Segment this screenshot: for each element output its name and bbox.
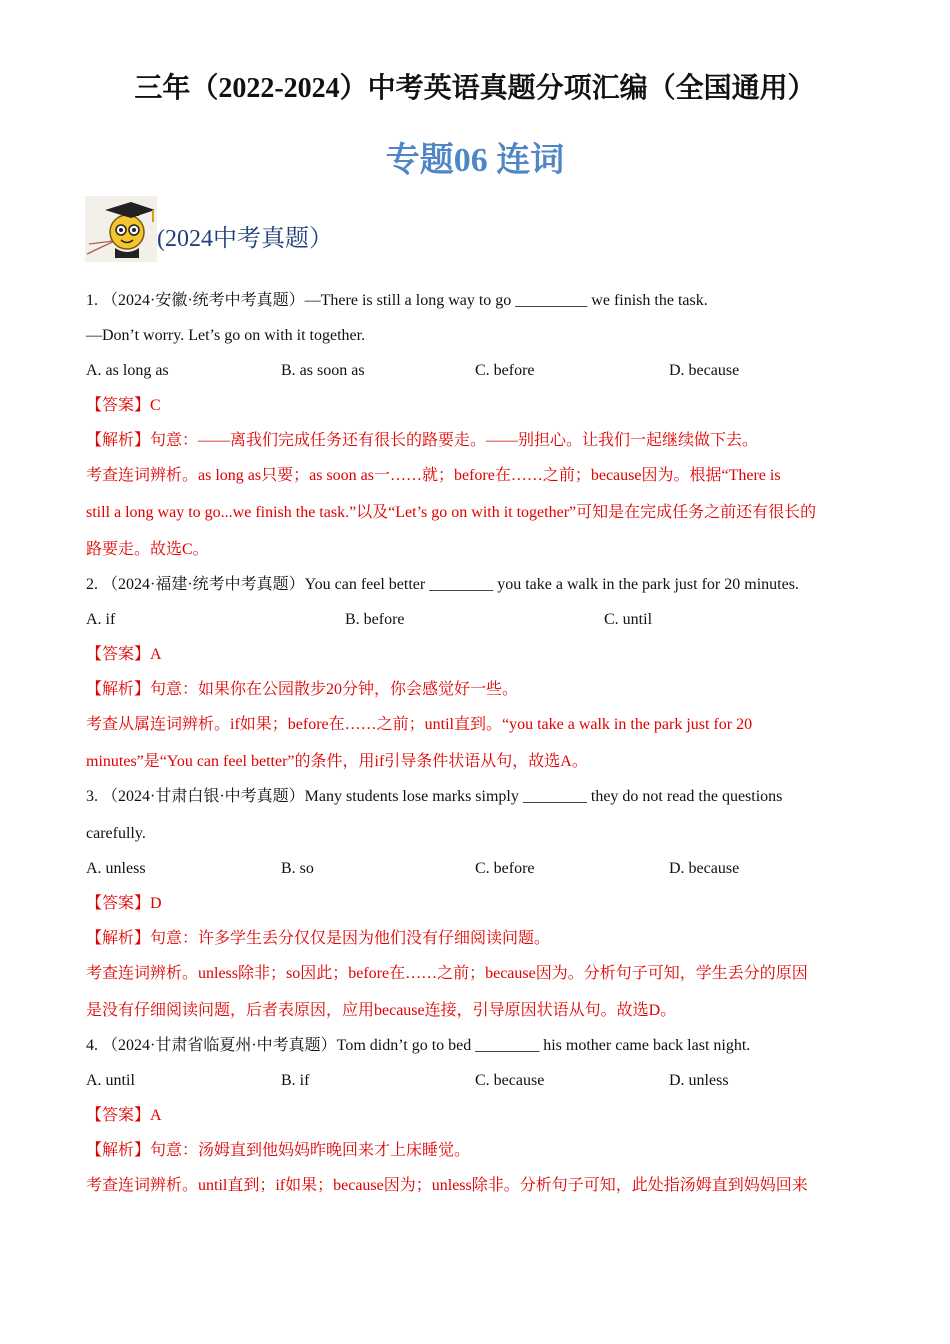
analysis-line: 考查从属连词辨析。if如果；before在……之前；until直到。“you take a walk in the park just for 20 (86, 716, 753, 733)
answer: 【答案】C (86, 397, 161, 414)
topic-title: 专题06 连词 (385, 142, 565, 179)
analysis-line: 路要走。故选C。 (86, 541, 209, 558)
analysis-line: 考查连词辨析。as long as只要；as soon as一……就；before在……之前；because因为。根据“There is (86, 467, 781, 484)
question-stem: —Don’t worry. Let’s go on with it together. (86, 327, 366, 344)
question-stem: 1. （2024·安徽·统考中考真题）—There is still a long way to go _________ we finish the task. (86, 292, 708, 309)
answer: 【答案】D (86, 895, 162, 912)
graduate-mascot-icon (85, 196, 157, 262)
analysis-line: 是没有仔细阅读问题，后者表原因，应用because连接，引导原因状语从句。故选D。 (86, 1002, 677, 1019)
option: B. as soon as (281, 362, 365, 379)
option: C. until (604, 611, 653, 628)
main-title: 三年（2022-2024）中考英语真题分项汇编（全国通用） (134, 73, 816, 104)
answer: 【答案】A (86, 1107, 162, 1124)
analysis-line: 考查连词辨析。unless除非；so因此；before在……之前；because因为。分析句子可知，学生丢分的原因 (86, 965, 808, 982)
analysis-line: 【解析】句意：——离我们完成任务还有很长的路要走。——别担心。让我们一起继续做下去。 (86, 432, 759, 449)
option: C. before (475, 860, 535, 877)
option: D. because (669, 362, 740, 379)
question-stem: 4. （2024·甘肃省临夏州·中考真题）Tom didn’t go to bed ________ his mother came back last night. (86, 1037, 751, 1054)
option: C. because (475, 1072, 545, 1089)
question-stem: 3. （2024·甘肃白银·中考真题）Many students lose marks simply ________ they do not read the questions (86, 788, 783, 805)
analysis-line: minutes”是“You can feel better”的条件，用if引导条件状语从句，故选A。 (86, 753, 588, 770)
option: A. unless (86, 860, 146, 877)
question-stem: 2. （2024·福建·统考中考真题）You can feel better ________ you take a walk in the park just for 20 minutes. (86, 576, 799, 593)
option: A. as long as (86, 362, 169, 379)
option: B. before (345, 611, 405, 628)
analysis-line: 【解析】句意：汤姆直到他妈妈昨晚回来才上床睡觉。 (86, 1142, 471, 1159)
option: A. until (86, 1072, 135, 1089)
option: D. because (669, 860, 740, 877)
option: D. unless (669, 1072, 729, 1089)
analysis-line: 考查连词辨析。until直到；if如果；because因为；unless除非。分析句子可知，此处指汤姆直到妈妈回来 (86, 1177, 808, 1194)
answer: 【答案】A (86, 646, 162, 663)
option: A. if (86, 611, 116, 628)
section-label: (2024中考真题） (157, 226, 333, 252)
analysis-line: 【解析】句意：许多学生丢分仅仅是因为他们没有仔细阅读问题。 (86, 930, 551, 947)
analysis-line: 【解析】句意：如果你在公园散步20分钟，你会感觉好一些。 (86, 681, 519, 698)
analysis-line: still a long way to go...we finish the task.”以及“Let’s go on with it together”可知是在完成任务之前还有很长的 (86, 504, 817, 521)
option: B. so (281, 860, 314, 877)
question-stem: carefully. (86, 825, 146, 842)
option: C. before (475, 362, 535, 379)
option: B. if (281, 1072, 310, 1089)
